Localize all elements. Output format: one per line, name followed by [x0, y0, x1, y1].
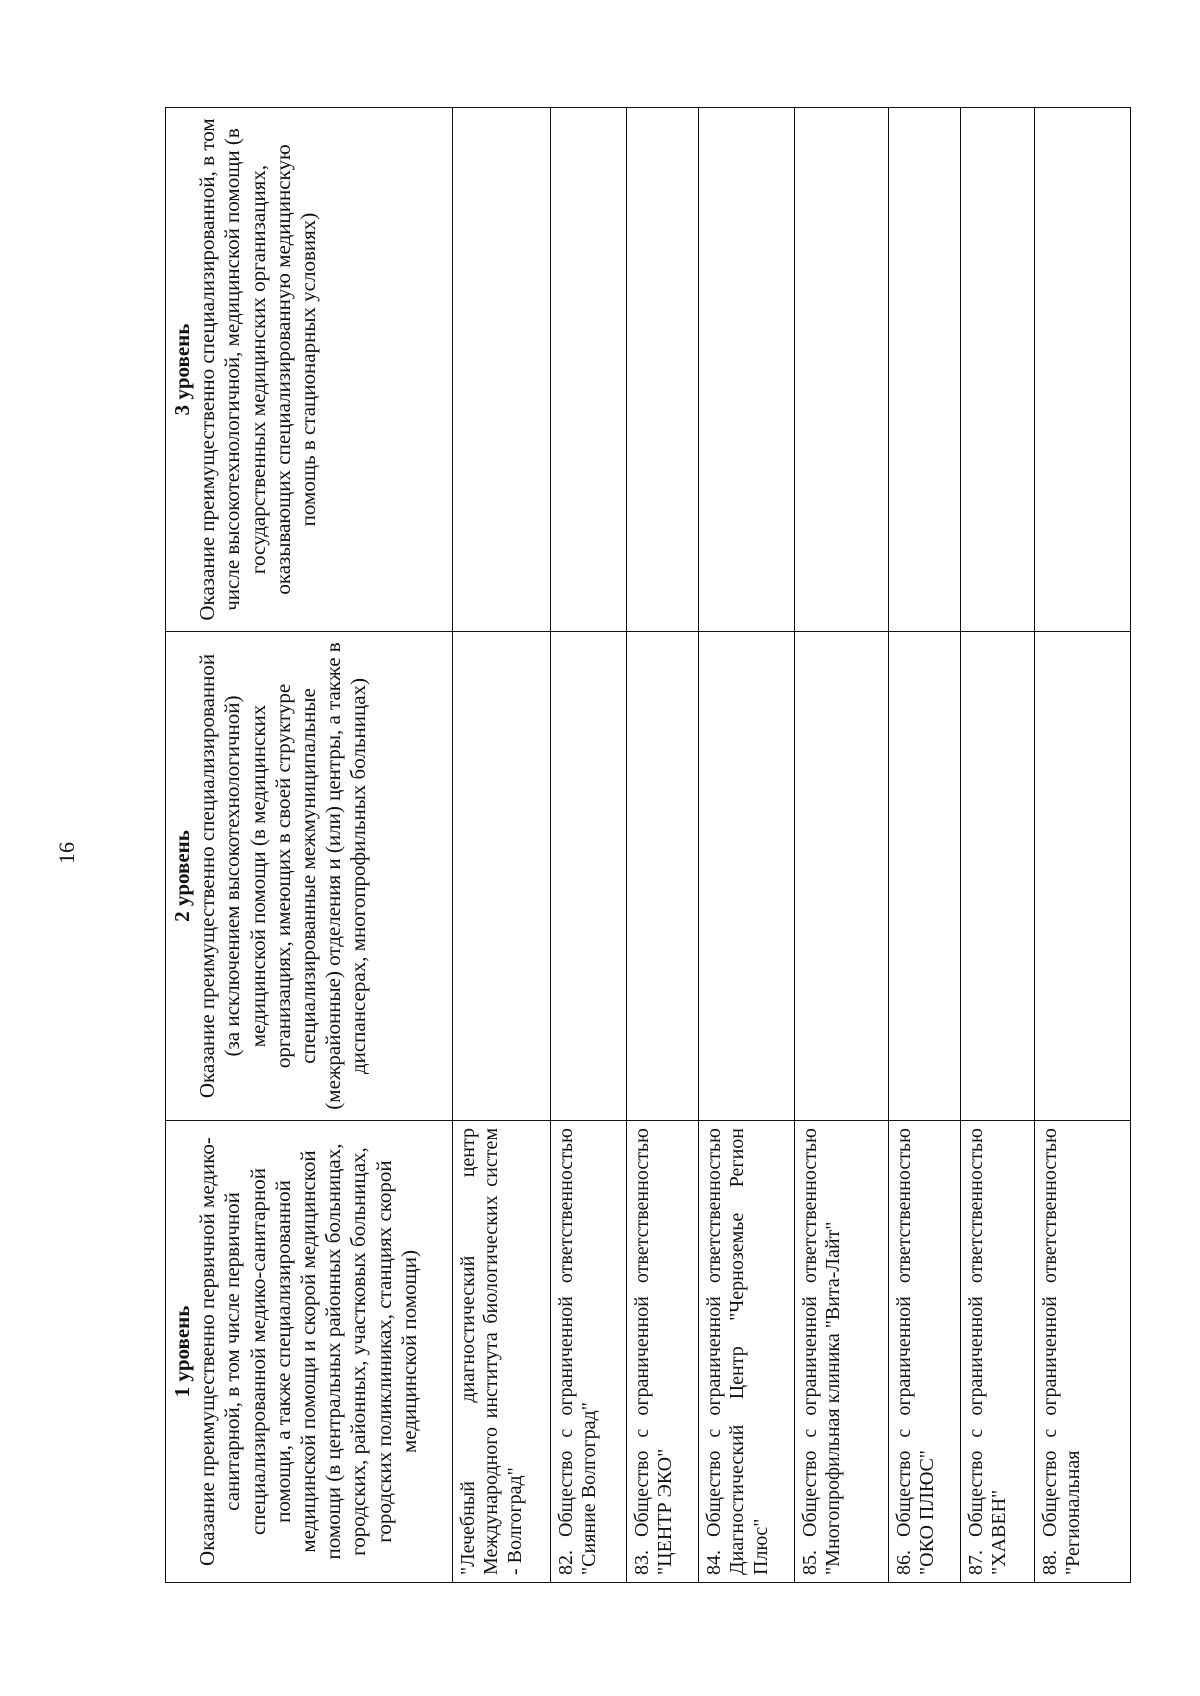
header-level-3 [166, 108, 453, 632]
header-level-2 [166, 632, 453, 1121]
table-row [961, 108, 1035, 1583]
org-cell: "Лечебный диагностический центр Международного института биологических систем - Волгоград" [453, 1121, 551, 1583]
table-row [551, 108, 627, 1583]
rotated-page-content [165, 108, 1121, 1583]
table-row [627, 108, 699, 1583]
org-cell: 86. Общество с ограниченной ответственностью "ОКО ПЛЮС" [889, 1121, 961, 1583]
header-level-2-text: Оказание преимущественно специализированной (за исключением высокотехнологичной) медицинской помощи (в медицинских организациях, имеющих в своей структуре специализированные межмуниципальные (межрайонные) отделения и (или) центры, а также в диспансерах, многопрофильных больницах) [195, 642, 371, 1110]
empty-cell [961, 632, 1035, 1121]
header-row [166, 108, 453, 1583]
table-row [699, 108, 795, 1583]
header-level-2-title: 2 уровень [170, 830, 194, 922]
empty-cell [627, 108, 699, 632]
table-row [889, 108, 961, 1583]
org-cell: 85. Общество с ограниченной ответственностью "Многопрофильная клиника "Вита-Лайт" [795, 1121, 889, 1583]
org-cell: 82. Общество с ограниченной ответственностью "Сияние Волгоград" [551, 1121, 627, 1583]
table-row [1035, 108, 1131, 1583]
empty-cell [1035, 632, 1131, 1121]
header-level-1-text: Оказание преимущественно первичной медико-санитарной, в том числе первичной специализированной медико-санитарной помощи, а также специализированной медицинской помощи и скорой медицинской помощи (в центральных районных больницах, городских, районных, участковых больницах, городских поликлиниках, станциях скорой медицинской помощи) [195, 1137, 421, 1566]
empty-cell [627, 632, 699, 1121]
empty-cell [453, 632, 551, 1121]
header-level-3-text: Оказание преимущественно специализированной, в том числе высокотехнологичной, медицинской помощи (в государственных медицинских организациях, оказывающих специализированную медицинскую помощь в стационарных условиях) [195, 118, 320, 621]
empty-cell [551, 108, 627, 632]
org-cell: 84. Общество с ограниченной ответственностью Диагностический Центр "Черноземье Регион Плюс" [699, 1121, 795, 1583]
empty-cell [961, 108, 1035, 632]
empty-cell [795, 632, 889, 1121]
table-row [453, 108, 551, 1583]
header-level-1 [166, 1121, 453, 1583]
page-number: 16 [54, 842, 79, 864]
empty-cell [889, 108, 961, 632]
empty-cell [453, 108, 551, 632]
empty-cell [1035, 108, 1131, 632]
table-row [795, 108, 889, 1583]
header-level-3-title: 3 уровень [170, 323, 194, 416]
empty-cell [699, 632, 795, 1121]
empty-cell [699, 108, 795, 632]
org-cell: 88. Общество с ограниченной ответственностью "Региональная [1035, 1121, 1131, 1583]
org-cell: 87. Общество с ограниченной ответственностью "ХАВЕН" [961, 1121, 1035, 1583]
empty-cell [551, 632, 627, 1121]
header-level-1-title: 1 уровень [170, 1305, 194, 1398]
empty-cell [795, 108, 889, 632]
org-cell: 83. Общество с ограниченной ответственностью "ЦЕНТР ЭКО" [627, 1121, 699, 1583]
empty-cell [889, 632, 961, 1121]
medical-organizations-table [165, 107, 1131, 1583]
